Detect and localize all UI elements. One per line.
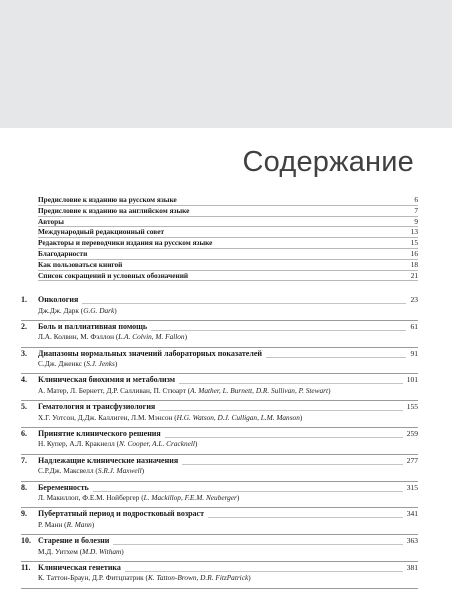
chapter-authors-ru: А. Матер, Л. Бернетт, Д.Р. Салливан, П. Стюарт xyxy=(38,385,186,395)
chapter-authors-en: H.G. Watson, D.J. Culligan, L.M. Manson xyxy=(176,412,300,422)
chapter-authors-ru: Л.А. Колвин, М. Фэллон xyxy=(38,332,115,342)
chapter-number: 11. xyxy=(21,562,31,572)
chapter-title: Клиническая биохимия и метаболизм xyxy=(38,375,176,385)
chapter-number: 1. xyxy=(21,295,27,304)
toc-entry-page: 15 xyxy=(410,238,418,248)
chapter-authors: К. Таттон-Браун, Д.Р. Фитцпатрик (K. Tatton-Brown, D.R. FitzPatrick) xyxy=(38,573,251,583)
chapter-divider xyxy=(21,588,418,589)
chapter-entry[interactable] xyxy=(21,562,418,589)
chapter-title: Онкология xyxy=(38,295,79,304)
chapter-authors-ru: Дж.Дж. Дарк xyxy=(38,305,79,315)
chapter-number: 10. xyxy=(21,536,31,546)
toc-entry-title: Авторы xyxy=(38,216,64,226)
front-matter-list xyxy=(38,195,418,281)
chapter-authors-en: G.G. Dark xyxy=(83,305,115,315)
chapter-leader xyxy=(266,357,406,358)
chapter-number: 9. xyxy=(21,509,27,519)
chapter-number: 2. xyxy=(21,321,27,331)
chapter-page: 363 xyxy=(406,536,418,546)
toc-entry[interactable] xyxy=(38,227,418,238)
chapter-page: 277 xyxy=(406,455,418,465)
chapter-title: Боль и паллиативная помощь xyxy=(38,321,148,331)
chapter-number: 4. xyxy=(21,375,27,385)
chapter-title: Клиническая генетика xyxy=(38,562,121,572)
chapter-number: 6. xyxy=(21,428,27,438)
chapter-authors-en: A. Mather, L. Burnett, D.R. Sullivan, P. Stewart xyxy=(190,385,329,395)
chapter-page: 91 xyxy=(410,348,418,358)
toc-entry[interactable] xyxy=(38,271,418,282)
chapter-page: 381 xyxy=(406,562,418,572)
toc-entry-title: Благодарности xyxy=(38,248,88,258)
chapter-authors: Л. Макиллоп, Ф.Е.М. Нойбергер (L. Mackillop, F.E.M. Neuberger) xyxy=(38,493,240,503)
chapter-authors: Р. Манн (R. Mann) xyxy=(38,519,95,529)
toc-entry-title: Как пользоваться книгой xyxy=(38,259,123,269)
chapter-authors-ru: Н. Купер, А.Л. Кракнелл xyxy=(38,439,115,449)
chapter-authors: Л.А. Колвин, М. Фэллон (L.A. Colvin, M. Fallon) xyxy=(38,332,188,342)
chapter-authors: Н. Купер, А.Л. Кракнелл (N. Cooper, A.L. Cracknell) xyxy=(38,439,198,449)
header-band xyxy=(0,0,452,128)
toc-entry-page: 7 xyxy=(414,205,418,215)
chapter-authors-ru: С.Р.Дж. Максвелл xyxy=(38,466,94,476)
chapter-title: Диапазоны нормальных значений лабораторных показателей xyxy=(38,348,262,358)
toc-entry-page: 21 xyxy=(410,270,418,280)
chapter-title: Беременность xyxy=(38,482,89,492)
chapter-page: 61 xyxy=(410,321,418,331)
toc-entry-title: Предисловие к изданию на русском языке xyxy=(38,195,177,204)
chapter-title: Старение и болезни xyxy=(38,536,110,546)
toc-entry-title: Международный редакционный совет xyxy=(38,227,165,237)
toc-entry-page: 18 xyxy=(410,259,418,269)
chapter-authors-ru: Х.Г. Уотсон, Д.Дж. Каллиген, Л.М. Мэнсон xyxy=(38,412,173,422)
chapter-leader xyxy=(179,383,403,384)
chapter-entry[interactable] xyxy=(21,374,418,401)
toc-entry-page: 13 xyxy=(410,227,418,237)
chapter-authors-en: S.J. Jenks xyxy=(86,359,115,369)
chapter-entry[interactable] xyxy=(21,401,418,428)
chapter-authors-en: L.A. Colvin, M. Fallon xyxy=(118,332,185,342)
chapter-authors: Х.Г. Уотсон, Д.Дж. Каллиген, Л.М. Мэнсон (H.G. Watson, D.J. Culligan, L.M. Manson) xyxy=(38,412,303,422)
chapter-authors: С.Р.Дж. Максвелл (S.R.J. Maxwell) xyxy=(38,466,145,476)
chapter-authors-ru: Л. Макиллоп, Ф.Е.М. Нойбергер xyxy=(38,493,140,503)
toc-entry-page: 16 xyxy=(410,248,418,258)
chapter-entry[interactable] xyxy=(21,508,418,535)
chapter-page: 315 xyxy=(406,482,418,492)
chapter-authors-ru: К. Таттон-Браун, Д.Р. Фитцпатрик xyxy=(38,573,144,583)
chapter-leader xyxy=(208,517,403,518)
page-title: Содержание xyxy=(242,146,414,178)
chapter-entry[interactable] xyxy=(21,482,418,509)
chapter-authors-ru: Р. Манн xyxy=(38,519,63,529)
chapter-leader xyxy=(151,330,406,331)
chapter-leader xyxy=(113,544,403,545)
chapter-authors: А. Матер, Л. Бернетт, Д.Р. Салливан, П. Стюарт (A. Mather, L. Burnett, D.R. Sullivan, P. Stewart) xyxy=(38,385,331,395)
toc-entry[interactable] xyxy=(38,217,418,228)
chapter-authors-en: M.D. Witham xyxy=(82,546,122,556)
chapter-leader xyxy=(159,410,403,411)
chapter-number: 7. xyxy=(21,455,27,465)
chapter-authors-ru: М.Д. Уитхем xyxy=(38,546,78,556)
chapter-leader xyxy=(182,464,403,465)
chapter-entry[interactable] xyxy=(21,428,418,455)
chapter-entry[interactable] xyxy=(21,348,418,375)
toc-entry[interactable] xyxy=(38,249,418,260)
chapter-number: 5. xyxy=(21,402,27,412)
chapter-page: 155 xyxy=(406,402,418,412)
chapter-number: 3. xyxy=(21,348,27,358)
chapter-leader xyxy=(82,303,406,304)
toc-entry-page: 9 xyxy=(414,216,418,226)
toc-divider xyxy=(38,280,418,281)
chapter-entry[interactable] xyxy=(21,535,418,562)
toc-entry-page: 6 xyxy=(414,195,418,204)
chapter-authors: С.Дж. Дженкс (S.J. Jenks) xyxy=(38,359,118,369)
chapter-page: 23 xyxy=(410,295,418,304)
chapter-title: Гематология и трансфузиология xyxy=(38,402,156,412)
chapter-leader xyxy=(125,571,403,572)
chapter-entry[interactable] xyxy=(21,294,418,321)
chapter-authors-en: S.R.J. Maxwell xyxy=(97,466,142,476)
chapter-authors: Дж.Дж. Дарк (G.G. Dark) xyxy=(38,305,117,315)
toc-entry[interactable] xyxy=(38,195,418,206)
chapter-entry[interactable] xyxy=(21,455,418,482)
toc-entry[interactable] xyxy=(38,238,418,249)
chapter-title: Пубертатный период и подростковый возраст xyxy=(38,509,205,519)
chapter-authors: М.Д. Уитхем (M.D. Witham) xyxy=(38,546,124,556)
chapter-authors-en: K. Tatton-Brown, D.R. FitzPatrick xyxy=(147,573,249,583)
chapter-leader xyxy=(93,491,403,492)
chapter-authors-en: R. Mann xyxy=(66,519,92,529)
chapter-page: 259 xyxy=(406,428,418,438)
chapter-entry[interactable] xyxy=(21,321,418,348)
toc-entry[interactable] xyxy=(38,206,418,217)
chapter-list xyxy=(21,294,418,589)
toc-entry-title: Список сокращений и условных обозначений xyxy=(38,270,189,280)
chapter-leader xyxy=(165,437,403,438)
chapter-number: 8. xyxy=(21,482,27,492)
chapter-page: 341 xyxy=(406,509,418,519)
chapter-authors-en: L. Mackillop, F.E.M. Neuberger xyxy=(143,493,237,503)
chapter-page: 101 xyxy=(406,375,418,385)
toc-entry-title: Предисловие к изданию на английском языке xyxy=(38,205,190,215)
chapter-title: Принятие клинического решения xyxy=(38,428,161,438)
chapter-authors-en: N. Cooper, A.L. Cracknell xyxy=(119,439,195,449)
chapter-title: Надлежащие клинические назначения xyxy=(38,455,179,465)
chapter-authors-ru: С.Дж. Дженкс xyxy=(38,359,83,369)
toc-entry-title: Редакторы и переводчики издания на русском языке xyxy=(38,238,213,248)
toc-entry[interactable] xyxy=(38,260,418,271)
